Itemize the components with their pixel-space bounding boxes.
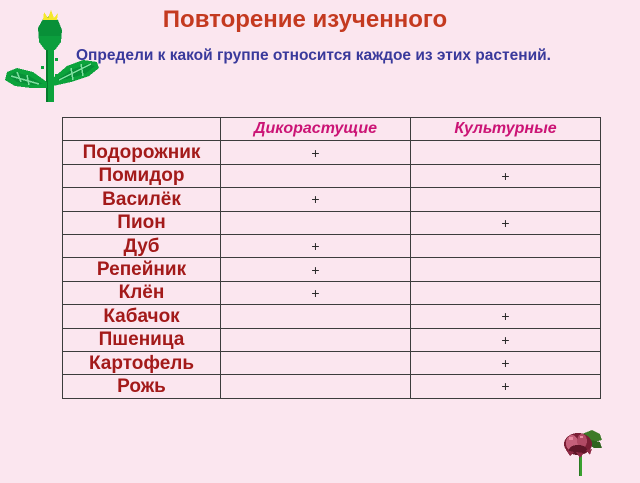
slide-title: Повторение изученного bbox=[162, 6, 448, 33]
wild-mark-cell bbox=[221, 164, 411, 187]
plant-name-cell: Репейник bbox=[63, 258, 221, 281]
wild-mark-cell: + bbox=[221, 188, 411, 211]
plant-name-cell: Помидор bbox=[63, 164, 221, 187]
cultivated-mark-cell: + bbox=[411, 351, 601, 374]
wild-mark-cell: + bbox=[221, 258, 411, 281]
cultivated-mark-cell bbox=[411, 258, 601, 281]
header-wild-cell: Дикорастущие bbox=[221, 118, 411, 141]
plant-name-cell: Дуб bbox=[63, 234, 221, 257]
table-row bbox=[63, 375, 601, 398]
pink-rose-icon bbox=[560, 428, 604, 478]
wild-mark-cell bbox=[221, 328, 411, 351]
table-row bbox=[63, 328, 601, 351]
wild-mark-cell: + bbox=[221, 281, 411, 304]
table-row bbox=[63, 188, 601, 211]
table-row bbox=[63, 234, 601, 257]
table-row bbox=[63, 164, 601, 187]
cultivated-mark-cell: + bbox=[411, 164, 601, 187]
plants-table bbox=[62, 117, 601, 399]
table-row bbox=[63, 258, 601, 281]
plant-name-cell: Рожь bbox=[63, 375, 221, 398]
cultivated-mark-cell: + bbox=[411, 328, 601, 351]
plant-name-cell: Клён bbox=[63, 281, 221, 304]
table-header-row bbox=[63, 118, 601, 141]
header-plant-cell bbox=[63, 118, 221, 141]
cultivated-mark-cell: + bbox=[411, 375, 601, 398]
wild-mark-cell: + bbox=[221, 141, 411, 164]
cultivated-mark-cell: + bbox=[411, 211, 601, 234]
table-row bbox=[63, 211, 601, 234]
plant-name-cell: Пион bbox=[63, 211, 221, 234]
plant-name-cell: Картофель bbox=[63, 351, 221, 374]
wild-mark-cell: + bbox=[221, 234, 411, 257]
plant-name-cell: Пшеница bbox=[63, 328, 221, 351]
plant-name-cell: Кабачок bbox=[63, 305, 221, 328]
plant-name-cell: Василёк bbox=[63, 188, 221, 211]
wild-mark-cell bbox=[221, 211, 411, 234]
cultivated-mark-cell bbox=[411, 281, 601, 304]
header-cultivated-cell: Культурные bbox=[411, 118, 601, 141]
wild-mark-cell bbox=[221, 351, 411, 374]
table-row bbox=[63, 141, 601, 164]
table-row bbox=[63, 281, 601, 304]
wild-mark-cell bbox=[221, 375, 411, 398]
cultivated-mark-cell bbox=[411, 141, 601, 164]
wild-mark-cell bbox=[221, 305, 411, 328]
table-row bbox=[63, 305, 601, 328]
table-row bbox=[63, 351, 601, 374]
plant-name-cell: Подорожник bbox=[63, 141, 221, 164]
cultivated-mark-cell bbox=[411, 188, 601, 211]
cultivated-mark-cell bbox=[411, 234, 601, 257]
cultivated-mark-cell: + bbox=[411, 305, 601, 328]
plants-table-body bbox=[63, 141, 601, 398]
slide-subtitle: Определи к какой группе относится каждое из этих растений. bbox=[76, 47, 551, 64]
